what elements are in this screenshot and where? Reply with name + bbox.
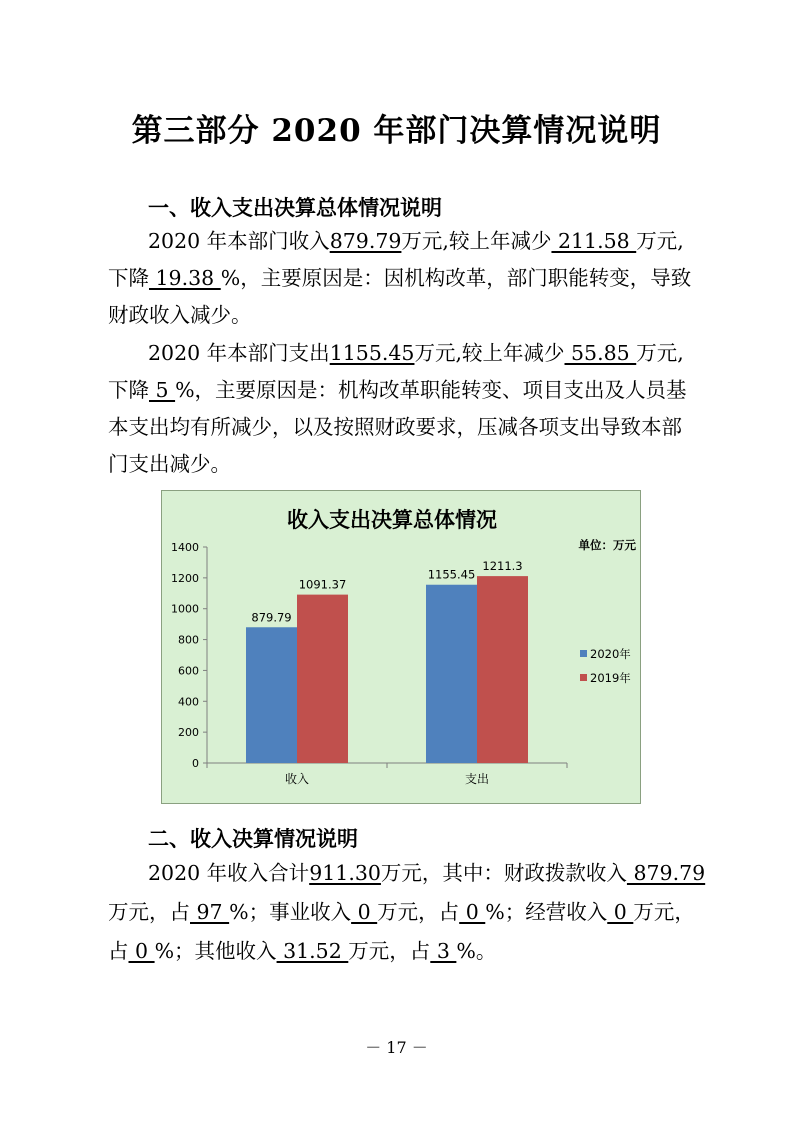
text: 万元，占 xyxy=(348,939,431,963)
text: 下降 xyxy=(108,378,149,402)
chart-frame xyxy=(161,490,641,804)
data-label: 1211.3 xyxy=(482,559,523,574)
s1-p2-line2 xyxy=(108,375,687,405)
text: 2020 年本部门支出 xyxy=(148,341,330,365)
s1-p2-line1 xyxy=(148,338,684,368)
career-pct-value: 0 xyxy=(459,900,486,924)
s2-line3 xyxy=(108,936,496,966)
text: 2020 年收入合计 xyxy=(148,861,310,885)
page-number: － 17 － xyxy=(365,1038,428,1057)
bar xyxy=(246,627,297,763)
text: 万元，占 xyxy=(108,900,190,924)
decrease-value: 55.85 xyxy=(564,341,637,365)
text: %，主要原因是：机构改革职能转变、项目支出及人员基 xyxy=(175,378,687,402)
y-tick-label: 0 xyxy=(192,757,199,770)
career-income-value: 0 xyxy=(351,900,378,924)
expense-value: 1155.45 xyxy=(329,341,415,365)
x-tick-label: 收入 xyxy=(284,772,310,786)
other-pct-value: 3 xyxy=(430,939,457,963)
bar-chart xyxy=(162,491,640,803)
fiscal-income-value: 879.79 xyxy=(626,861,706,885)
total-income-value: 911.30 xyxy=(309,861,381,885)
text: 万元， xyxy=(633,900,695,924)
y-tick-label: 200 xyxy=(178,726,199,740)
legend-label: 2020年 xyxy=(590,647,631,661)
text: %；经营收入 xyxy=(485,900,608,924)
text: %；事业收入 xyxy=(229,900,352,924)
business-pct-value: 0 xyxy=(128,939,155,963)
chart-title: 收入支出决算总体情况 xyxy=(287,508,497,532)
text: 2020 年本部门收入 xyxy=(148,229,330,253)
decrease-pct-value: 19.38 xyxy=(149,266,221,290)
text: 万元, xyxy=(636,229,684,253)
text: 万元,较上年减少 xyxy=(414,341,565,365)
text: %，主要原因是：因机构改革，部门职能转变，导致 xyxy=(220,266,692,290)
decrease-pct-value: 5 xyxy=(149,378,176,402)
bar xyxy=(297,595,348,763)
y-tick-label: 1400 xyxy=(171,541,199,554)
data-label: 1091.37 xyxy=(298,577,347,592)
bar xyxy=(426,585,477,763)
decrease-value: 211.58 xyxy=(551,229,637,253)
bar xyxy=(477,576,528,763)
s2-line2 xyxy=(108,897,695,927)
section2-heading: 二、收入决算情况说明 xyxy=(148,827,358,851)
y-tick-label: 800 xyxy=(178,633,199,647)
fiscal-pct-value: 97 xyxy=(190,900,230,924)
data-label: 1155.45 xyxy=(427,567,476,582)
s1-p2-line4: 门支出减少。 xyxy=(108,452,231,476)
s1-p1-line2 xyxy=(108,263,691,293)
legend-swatch xyxy=(580,650,587,657)
y-tick-label: 400 xyxy=(178,695,199,709)
y-tick-label: 600 xyxy=(178,664,199,678)
business-income-value: 0 xyxy=(607,900,634,924)
s1-p1-line3: 财政收入减少。 xyxy=(108,303,252,327)
text: 万元, xyxy=(636,341,684,365)
legend-label: 2019年 xyxy=(590,671,631,685)
page-title: 第三部分 2020 年部门决算情况说明 xyxy=(131,113,662,149)
y-tick-label: 1000 xyxy=(171,602,199,616)
income-value: 879.79 xyxy=(329,229,402,253)
text: %；其他收入 xyxy=(154,939,277,963)
other-income-value: 31.52 xyxy=(276,939,349,963)
text: 万元，占 xyxy=(377,900,460,924)
legend-swatch xyxy=(580,674,587,681)
chart-unit-label: 单位：万元 xyxy=(578,538,636,552)
s1-p2-line3: 本支出均有所减少，以及按照财政要求，压减各项支出导致本部 xyxy=(108,415,682,439)
text: 万元，其中：财政拨款收入 xyxy=(380,861,627,885)
s1-p1-line1 xyxy=(148,226,684,256)
y-tick-label: 1200 xyxy=(171,571,199,585)
data-label: 879.79 xyxy=(251,610,292,625)
text: %。 xyxy=(456,939,497,963)
section1-heading: 一、收入支出决算总体情况说明 xyxy=(148,196,442,220)
text: 下降 xyxy=(108,266,149,290)
text: 万元,较上年减少 xyxy=(401,229,552,253)
text: 占 xyxy=(108,939,129,963)
x-tick-label: 支出 xyxy=(464,772,490,786)
s2-line1 xyxy=(148,858,705,888)
